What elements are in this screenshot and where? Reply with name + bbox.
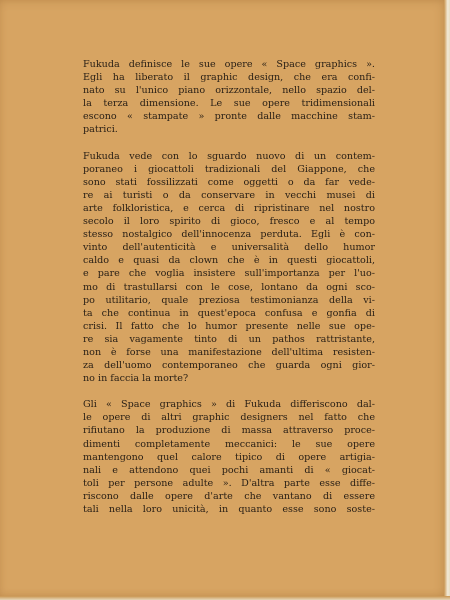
text-line: mo di trastullarsi con le cose, lontano da ogni sco- [83, 281, 375, 293]
text-line: Gli « Space graphics » di Fukuda differiscono dal- [83, 399, 375, 411]
text-line: tali nella loro unicità, in quanto esse sono soste- [83, 504, 375, 515]
text-line: rifiutano la produzione di massa attraverso proce- [83, 425, 375, 437]
text-line: dimenti completamente meccanici: le sue opere [83, 438, 375, 450]
text-line: patrici. [83, 124, 118, 136]
page-edge-right [444, 0, 450, 600]
text-line: riscono dalle opere d'arte che vantano di essere [83, 490, 375, 502]
body-text [83, 58, 375, 529]
text-line: non è forse una manifestazione dell'ultima resisten- [83, 346, 375, 358]
text-line: le opere di altri graphic designers nel fatto che [83, 412, 375, 424]
text-line: crisi. Il fatto che lo humor presente nelle sue ope- [83, 320, 375, 332]
text-line: Fukuda definisce le sue opere « Space graphics ». [83, 59, 375, 70]
page-edge-bottom [0, 596, 450, 600]
text-line: re ai turisti o da conservare in vecchi musei di [83, 189, 375, 201]
text-line: mantengono quel calore tipico di opere artigia- [83, 451, 375, 463]
text-line: arte folkloristica, e cerca di ripristinare nel nostro [83, 202, 375, 214]
paragraph-3 [83, 398, 375, 516]
text-line: escono « stampate » pronte dalle macchine stam- [83, 111, 375, 123]
text-line: vinto dell'autenticità e universalità dello humor [83, 242, 375, 254]
text-line: sono stati fossilizzati come oggetti o da far vede- [83, 176, 375, 188]
text-line: po utilitario, quale preziosa testimonianza della vi- [83, 294, 375, 306]
text-line: nali e attendono quei pochi amanti di « giocat- [83, 464, 375, 476]
text-line: no in faccia la morte? [83, 373, 189, 385]
text-line: la terza dimensione. Le sue opere tridimensionali [83, 98, 375, 110]
paragraph-2 [83, 150, 375, 386]
text-line: za dell'uomo contemporaneo che guarda ogni gior- [83, 360, 375, 372]
text-line: stesso nostalgico dell'innocenza perduta. Egli è con- [83, 229, 375, 241]
text-line: poraneo i giocattoli tradizionali del Giappone, che [83, 163, 375, 175]
text-line: caldo e quasi da clown che è in questi giocattoli, [83, 255, 375, 267]
text-line: ta che continua in quest'epoca confusa e gonfia di [83, 307, 375, 319]
text-line: toli per persone adulte ». D'altra parte esse diffe- [83, 477, 375, 489]
text-line: re sia vagamente tinto di un pathos rattristante, [83, 333, 375, 345]
text-line: Fukuda vede con lo sguardo nuovo di un contem- [83, 150, 375, 162]
text-line: Egli ha liberato il graphic design, che era confi- [83, 72, 375, 84]
paragraph-1 [83, 58, 375, 137]
text-line: e pare che voglia insistere sull'importanza per l'uo- [83, 268, 375, 280]
text-line: secolo il loro spirito di gioco, fresco e al tempo [83, 216, 375, 228]
text-line: nato su l'unico piano orizzontale, nello spazio del- [83, 85, 375, 97]
